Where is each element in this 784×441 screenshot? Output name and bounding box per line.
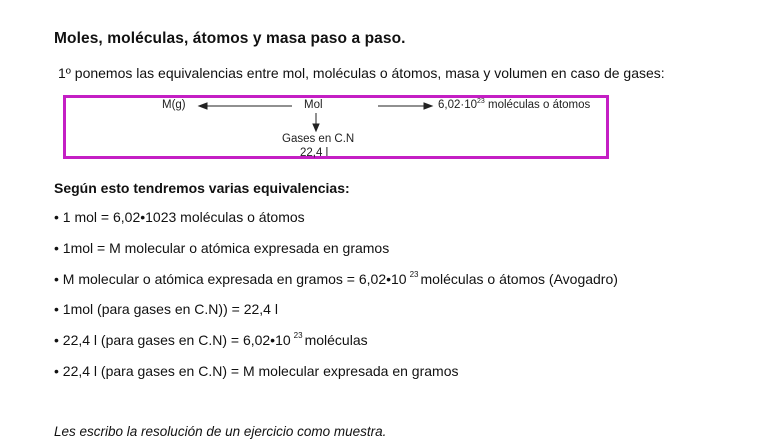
intro-text: 1º ponemos las equivalencias entre mol, moléculas o átomos, masa y volumen en caso de gases: [58,65,665,81]
equivalence-item-5 [54,332,368,348]
equivalence-item-4: • 1mol (para gases en C.N)) = 22,4 l [54,301,278,317]
equivalence-item-3-pre: • M molecular o atómica expresada en gramos = 6,02•10 [54,271,407,287]
equivalence-item-5-post: moléculas [304,332,368,348]
diagram-molecules-label [438,99,590,111]
equivalence-item-5-pre: • 22,4 l (para gases en C.N) = 6,02•10 [54,332,291,348]
diagram-volume-label: 22,4 l [300,147,329,159]
arrow-to-mass-head [199,103,207,109]
diagram-mol-label: Mol [304,99,323,111]
equivalence-item-1: • 1 mol = 6,02•1023 moléculas o átomos [54,209,305,225]
footer-note: Les escribo la resolución de un ejercicio como muestra. [54,424,387,439]
equivalence-item-5-exponent: 23 [293,331,303,340]
page-title: Moles, moléculas, átomos y masa paso a paso. [54,30,406,47]
equivalence-item-2: • 1mol = M molecular o atómica expresada en gramos [54,240,390,256]
diagram-avogadro-exponent: 23 [477,98,485,106]
diagram-avogadro-base: 6,02·10 [438,99,478,111]
equivalences-heading: Según esto tendremos varias equivalencias: [54,180,350,196]
diagram-mass-label: M(g) [162,99,186,111]
diagram-molecules-text: moléculas o átomos [488,99,591,111]
arrow-to-molecules-head [424,103,432,109]
equivalence-item-3-exponent: 23 [409,270,419,279]
arrow-to-gases-head [313,124,319,131]
equivalence-item-6: • 22,4 l (para gases en C.N) = M molecular expresada en gramos [54,363,459,379]
diagram-gases-label: Gases en C.N [282,133,355,145]
equivalence-item-3 [54,271,618,287]
equivalence-item-3-post: moléculas o átomos (Avogadro) [420,271,618,287]
